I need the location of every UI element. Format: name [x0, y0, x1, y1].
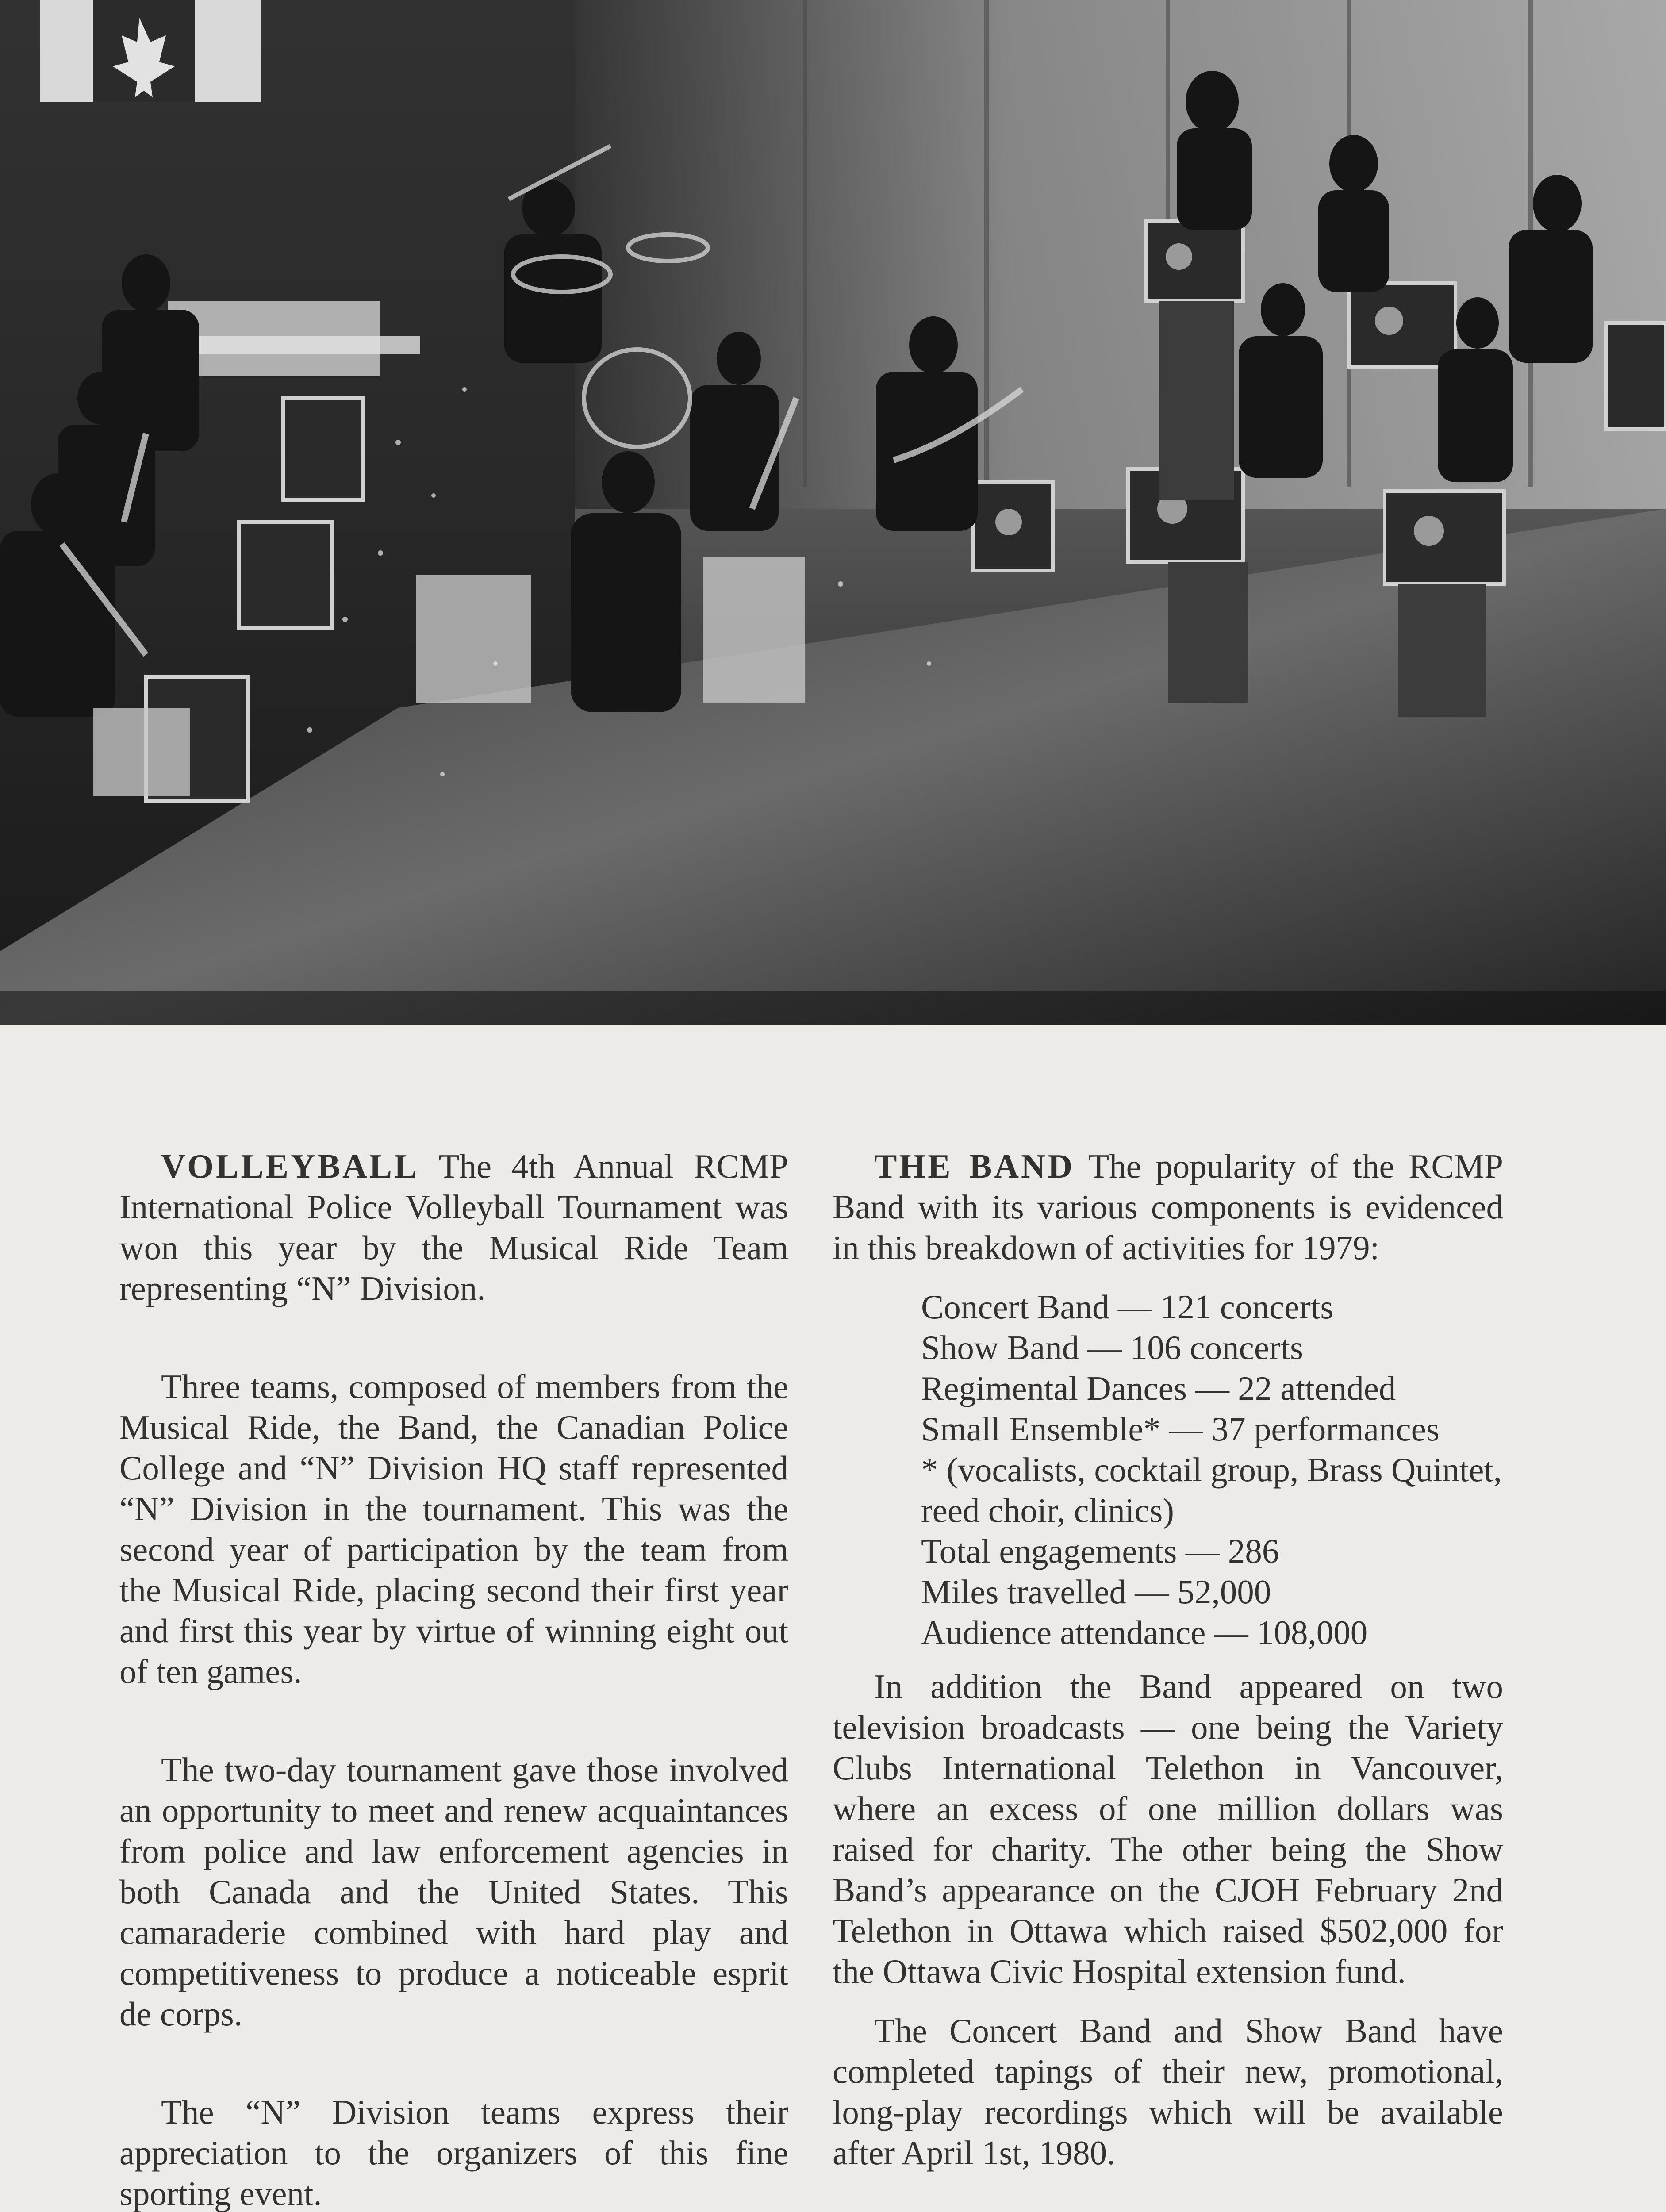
band-photo	[0, 0, 1666, 1025]
volleyball-thanks-paragraph: The “N” Division teams express their appreciation to the organizers of this fine sporting event.	[119, 2093, 788, 2212]
volleyball-lead: The 4th Annual RCMP International Police Volleyball Tournament was won this year by the Musical Ride Team representing “N” Division.	[119, 1147, 789, 1307]
band-article	[833, 1146, 1503, 2212]
band-activity-list	[833, 1286, 1503, 1653]
stat-ensemble-footnote: * (vocalists, cocktail group, Brass Quintet, reed choir, clinics)	[921, 1451, 1502, 1529]
band-lead: The popularity of the RCMP Band with its various components is evidenced in this breakdown of activities for 1979:	[833, 1147, 1503, 1267]
band-television-paragraph: In addition the Band appeared on two television broadcasts — one being the Variety Clubs International Telethon in Vancouver, where an excess of one million dollars was raised for charity. The other being the Show Band’s appearance on the CJOH February 2nd Telethon in Ottawa which raised $502,000 for the Ottawa Civic Hospital extension fund.	[833, 1667, 1503, 1990]
stat-show-band: Show Band — 106 concerts	[921, 1329, 1303, 1367]
volleyball-teams-paragraph: Three teams, composed of members from the Musical Ride, the Band, the Canadian Police College and “N” Division HQ staff represented “N” Division in the tournament. This was the second year of participation by the team from the Musical Ride, placing second their first year and first this year by virtue of winning eight out of ten games.	[119, 1367, 788, 1690]
stat-total-engagements: Total engagements — 286	[921, 1532, 1279, 1570]
stat-audience-attendance: Audience attendance — 108,000	[921, 1613, 1368, 1651]
stat-small-ensemble: Small Ensemble* — 37 performances	[921, 1410, 1440, 1448]
volleyball-heading: VOLLEYBALL	[161, 1147, 419, 1185]
stat-concert-band: Concert Band — 121 concerts	[921, 1288, 1334, 1326]
volleyball-article	[119, 1146, 788, 2212]
band-recordings-paragraph: The Concert Band and Show Band have completed tapings of their new, promotional, long-play recordings which will be available after April 1st, 1980.	[833, 2012, 1503, 2172]
stat-miles-travelled: Miles travelled — 52,000	[921, 1573, 1271, 1611]
band-heading: THE BAND	[874, 1147, 1075, 1185]
volleyball-tournament-paragraph: The two-day tournament gave those involved an opportunity to meet and renew acquaintances from police and law enforcement agencies in both Canada and the United States. This camaraderie combined with hard play and competitiveness to produce a noticeable esprit de corps.	[119, 1751, 788, 2033]
stat-regimental-dances: Regimental Dances — 22 attended	[921, 1369, 1396, 1407]
